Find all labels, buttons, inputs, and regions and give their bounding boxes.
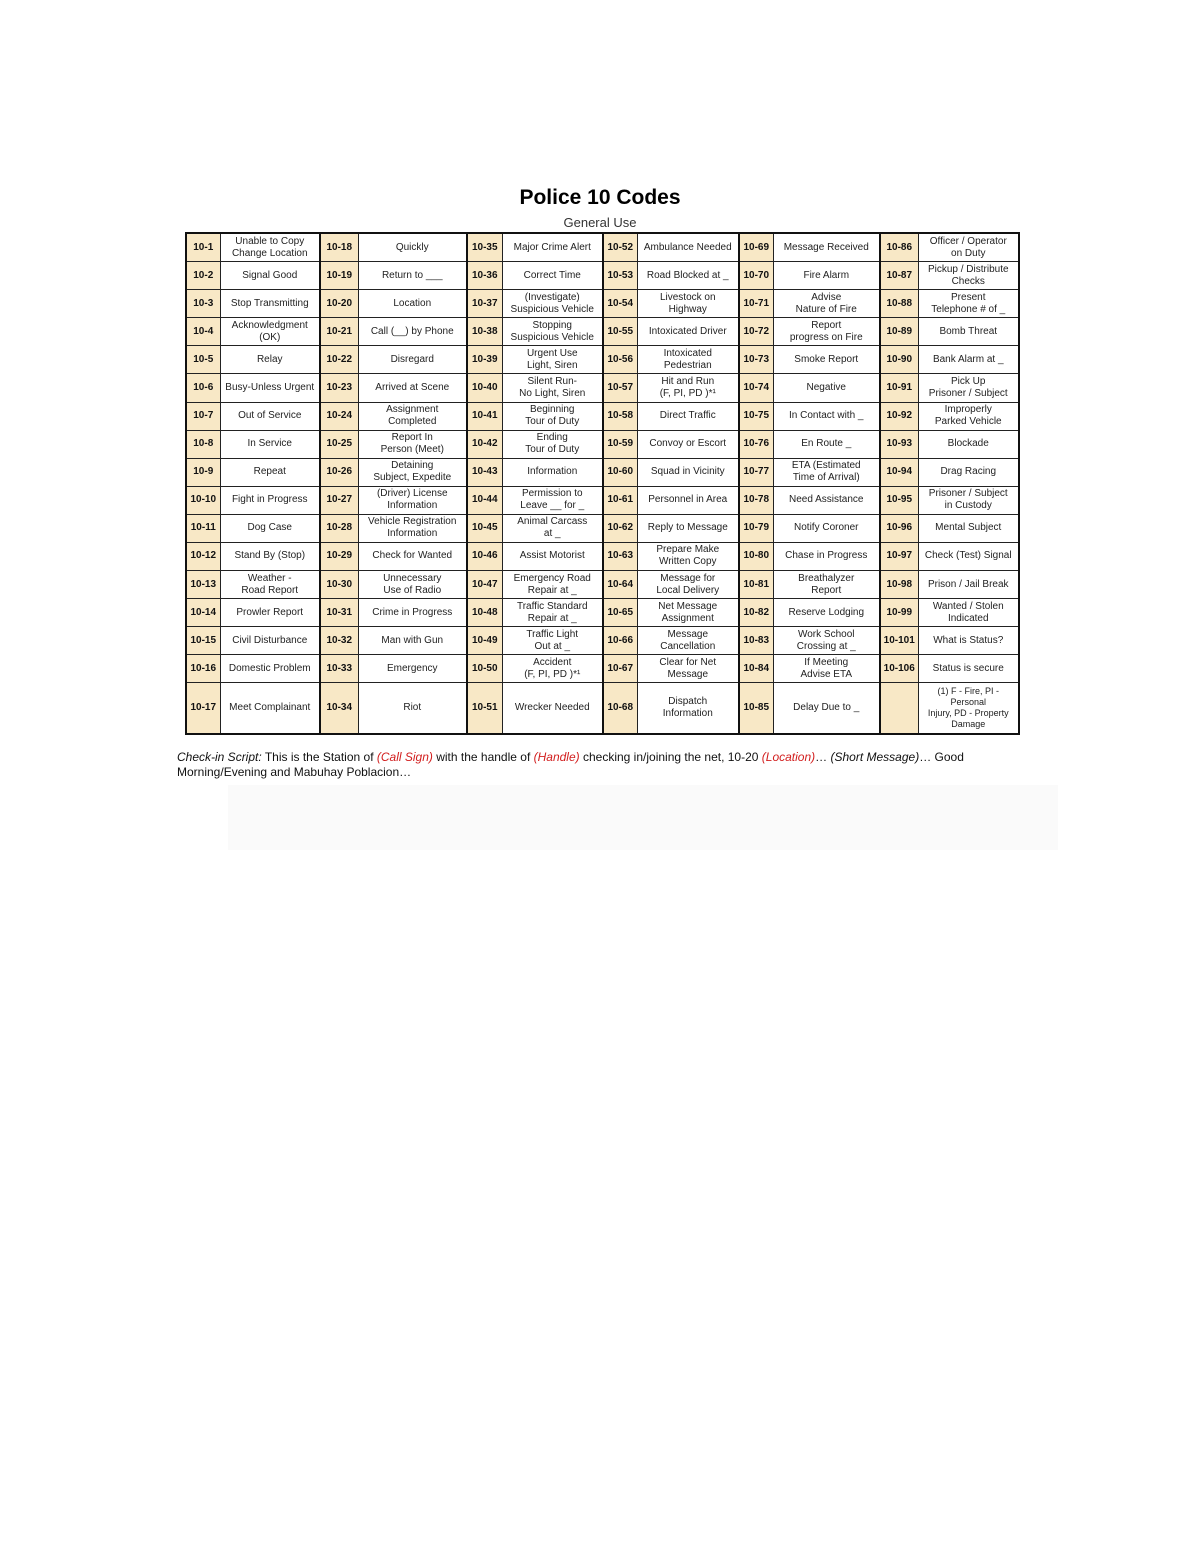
description-cell: Status is secure (918, 655, 1019, 683)
code-cell: 10-80 (739, 542, 773, 570)
code-cell: 10-90 (880, 346, 918, 374)
code-cell: 10-92 (880, 402, 918, 430)
description-cell: Report In Person (Meet) (358, 430, 467, 458)
description-cell: Return to ___ (358, 262, 467, 290)
description-cell: Permission to Leave __ for _ (502, 486, 603, 514)
call-sign-placeholder: (Call Sign) (376, 750, 433, 764)
description-cell: (Investigate) Suspicious Vehicle (502, 290, 603, 318)
code-cell: 10-85 (739, 683, 773, 734)
code-cell: 10-67 (603, 655, 637, 683)
code-cell: 10-13 (186, 571, 220, 599)
description-cell: Accident (F, PI, PD )*¹ (502, 655, 603, 683)
codes-table-body (186, 233, 1019, 734)
description-cell: Meet Complainant (220, 683, 320, 734)
description-cell: In Service (220, 430, 320, 458)
description-cell: Assignment Completed (358, 402, 467, 430)
description-cell: Unable to Copy Change Location (220, 233, 320, 262)
table-row (186, 683, 1019, 734)
description-cell: What is Status? (918, 627, 1019, 655)
code-cell: 10-48 (467, 599, 502, 627)
code-cell: 10-50 (467, 655, 502, 683)
code-cell: 10-97 (880, 542, 918, 570)
description-cell: Message Cancellation (637, 627, 739, 655)
description-cell: Intoxicated Pedestrian (637, 346, 739, 374)
description-cell: Message for Local Delivery (637, 571, 739, 599)
code-cell: 10-76 (739, 430, 773, 458)
code-cell: 10-91 (880, 374, 918, 402)
description-cell: Fight in Progress (220, 486, 320, 514)
code-cell: 10-83 (739, 627, 773, 655)
description-cell: Ambulance Needed (637, 233, 739, 262)
description-cell: Hit and Run (F, PI, PD )*¹ (637, 374, 739, 402)
description-cell: Location (358, 290, 467, 318)
description-cell: Repeat (220, 458, 320, 486)
description-cell: Reserve Lodging (773, 599, 880, 627)
code-cell: 10-55 (603, 318, 637, 346)
handle-placeholder: (Handle) (533, 750, 580, 764)
description-cell: Silent Run- No Light, Siren (502, 374, 603, 402)
description-cell: Dog Case (220, 514, 320, 542)
code-cell: 10-8 (186, 430, 220, 458)
code-cell: 10-66 (603, 627, 637, 655)
location-placeholder: (Location) (761, 750, 816, 764)
description-cell: Prowler Report (220, 599, 320, 627)
code-cell: 10-31 (320, 599, 358, 627)
code-cell: 10-73 (739, 346, 773, 374)
code-cell: 10-30 (320, 571, 358, 599)
description-cell: Squad in Vicinity (637, 458, 739, 486)
table-row (186, 514, 1019, 542)
description-cell: Fire Alarm (773, 262, 880, 290)
code-cell: 10-26 (320, 458, 358, 486)
table-row (186, 430, 1019, 458)
code-cell: 10-25 (320, 430, 358, 458)
description-cell: Convoy or Escort (637, 430, 739, 458)
code-cell: 10-9 (186, 458, 220, 486)
table-row (186, 655, 1019, 683)
code-cell: 10-63 (603, 542, 637, 570)
code-cell: 10-78 (739, 486, 773, 514)
description-cell: Urgent Use Light, Siren (502, 346, 603, 374)
description-cell: Unnecessary Use of Radio (358, 571, 467, 599)
page-title: Police 10 Codes (519, 186, 681, 209)
table-row (186, 486, 1019, 514)
code-cell: 10-35 (467, 233, 502, 262)
code-cell: 10-62 (603, 514, 637, 542)
table-row (186, 374, 1019, 402)
faint-background-strip (228, 785, 1058, 850)
code-cell: 10-36 (467, 262, 502, 290)
description-cell: Prepare Make Written Copy (637, 542, 739, 570)
description-cell: Quickly (358, 233, 467, 262)
code-cell: 10-70 (739, 262, 773, 290)
code-cell: 10-96 (880, 514, 918, 542)
check-in-script (177, 750, 1027, 780)
table-row (186, 571, 1019, 599)
code-cell: 10-17 (186, 683, 220, 734)
code-cell: 10-23 (320, 374, 358, 402)
code-cell: 10-41 (467, 402, 502, 430)
code-cell: 10-12 (186, 542, 220, 570)
description-cell: Advise Nature of Fire (773, 290, 880, 318)
table-row (186, 346, 1019, 374)
description-cell: Smoke Report (773, 346, 880, 374)
description-cell: Major Crime Alert (502, 233, 603, 262)
description-cell: Crime in Progress (358, 599, 467, 627)
code-cell: 10-99 (880, 599, 918, 627)
code-cell: 10-47 (467, 571, 502, 599)
code-cell: 10-10 (186, 486, 220, 514)
code-cell: 10-54 (603, 290, 637, 318)
description-cell: Bomb Threat (918, 318, 1019, 346)
code-cell: 10-89 (880, 318, 918, 346)
code-cell: 10-57 (603, 374, 637, 402)
code-cell: 10-58 (603, 402, 637, 430)
description-cell: Direct Traffic (637, 402, 739, 430)
code-cell: 10-22 (320, 346, 358, 374)
code-cell: 10-43 (467, 458, 502, 486)
code-cell: 10-72 (739, 318, 773, 346)
code-cell: 10-77 (739, 458, 773, 486)
code-cell: 10-21 (320, 318, 358, 346)
description-cell: Out of Service (220, 402, 320, 430)
code-cell: 10-52 (603, 233, 637, 262)
description-cell: Vehicle Registration Information (358, 514, 467, 542)
code-cell: 10-32 (320, 627, 358, 655)
code-cell: 10-79 (739, 514, 773, 542)
description-cell: Relay (220, 346, 320, 374)
description-cell: Drag Racing (918, 458, 1019, 486)
description-cell: Acknowledgment (OK) (220, 318, 320, 346)
description-cell: If Meeting Advise ETA (773, 655, 880, 683)
code-cell: 10-61 (603, 486, 637, 514)
code-cell: 10-7 (186, 402, 220, 430)
description-cell: Work School Crossing at _ (773, 627, 880, 655)
description-cell: Weather - Road Report (220, 571, 320, 599)
description-cell: Personnel in Area (637, 486, 739, 514)
description-cell: Prisoner / Subject in Custody (918, 486, 1019, 514)
table-row (186, 542, 1019, 570)
description-cell: Man with Gun (358, 627, 467, 655)
description-cell: Check (Test) Signal (918, 542, 1019, 570)
description-cell: Beginning Tour of Duty (502, 402, 603, 430)
code-cell: 10-15 (186, 627, 220, 655)
description-cell: Road Blocked at _ (637, 262, 739, 290)
code-cell: 10-74 (739, 374, 773, 402)
description-cell: Prison / Jail Break (918, 571, 1019, 599)
script-label: Check-in Script: (177, 750, 262, 764)
description-cell: Breathalyzer Report (773, 571, 880, 599)
description-cell: Traffic Standard Repair at _ (502, 599, 603, 627)
table-row (186, 318, 1019, 346)
code-cell: 10-88 (880, 290, 918, 318)
description-cell: Traffic Light Out at _ (502, 627, 603, 655)
code-cell: 10-18 (320, 233, 358, 262)
description-cell: Stand By (Stop) (220, 542, 320, 570)
description-cell: Disregard (358, 346, 467, 374)
description-cell: Negative (773, 374, 880, 402)
description-cell: Pickup / Distribute Checks (918, 262, 1019, 290)
code-cell: 10-60 (603, 458, 637, 486)
description-cell: Civil Disturbance (220, 627, 320, 655)
description-cell: Pick Up Prisoner / Subject (918, 374, 1019, 402)
code-cell: 10-34 (320, 683, 358, 734)
code-cell: 10-53 (603, 262, 637, 290)
code-cell: 10-20 (320, 290, 358, 318)
short-message-placeholder: (Short Message) (830, 750, 920, 764)
description-cell: Arrived at Scene (358, 374, 467, 402)
description-cell: Message Received (773, 233, 880, 262)
code-cell: 10-11 (186, 514, 220, 542)
description-cell: Information (502, 458, 603, 486)
description-cell: In Contact with _ (773, 402, 880, 430)
code-cell: 10-6 (186, 374, 220, 402)
code-cell: 10-81 (739, 571, 773, 599)
codes-table (185, 232, 1020, 735)
table-row (186, 599, 1019, 627)
description-cell: Need Assistance (773, 486, 880, 514)
description-cell: Net Message Assignment (637, 599, 739, 627)
description-cell: Emergency (358, 655, 467, 683)
description-cell: Call (__) by Phone (358, 318, 467, 346)
code-cell: 10-56 (603, 346, 637, 374)
description-cell: Report progress on Fire (773, 318, 880, 346)
description-cell: Ending Tour of Duty (502, 430, 603, 458)
code-cell: 10-39 (467, 346, 502, 374)
code-cell: 10-44 (467, 486, 502, 514)
code-cell: 10-40 (467, 374, 502, 402)
description-cell: Busy-Unless Urgent (220, 374, 320, 402)
description-cell: Signal Good (220, 262, 320, 290)
code-cell: 10-98 (880, 571, 918, 599)
code-cell: 10-65 (603, 599, 637, 627)
code-cell (880, 683, 918, 734)
description-cell: Wanted / Stolen Indicated (918, 599, 1019, 627)
table-row (186, 627, 1019, 655)
code-cell: 10-75 (739, 402, 773, 430)
description-cell: Stop Transmitting (220, 290, 320, 318)
description-cell: ETA (Estimated Time of Arrival) (773, 458, 880, 486)
code-cell: 10-4 (186, 318, 220, 346)
table-row (186, 290, 1019, 318)
description-cell: Correct Time (502, 262, 603, 290)
description-cell: Detaining Subject, Expedite (358, 458, 467, 486)
code-cell: 10-93 (880, 430, 918, 458)
script-text-4: … (815, 750, 831, 764)
description-cell: Emergency Road Repair at _ (502, 571, 603, 599)
code-cell: 10-27 (320, 486, 358, 514)
code-cell: 10-5 (186, 346, 220, 374)
script-text-5: … Good Morning/Evening and Mabuhay Poblacion… (177, 750, 964, 779)
code-cell: 10-42 (467, 430, 502, 458)
description-cell: Mental Subject (918, 514, 1019, 542)
code-cell: 10-71 (739, 290, 773, 318)
code-cell: 10-2 (186, 262, 220, 290)
code-cell: 10-68 (603, 683, 637, 734)
code-cell: 10-14 (186, 599, 220, 627)
description-cell: Dispatch Information (637, 683, 739, 734)
code-cell: 10-69 (739, 233, 773, 262)
description-cell: Wrecker Needed (502, 683, 603, 734)
script-text-1: This is the Station of (261, 750, 377, 764)
page-subtitle: General Use (563, 215, 637, 230)
code-cell: 10-46 (467, 542, 502, 570)
code-cell: 10-45 (467, 514, 502, 542)
script-text-2: with the handle of (432, 750, 534, 764)
code-cell: 10-82 (739, 599, 773, 627)
description-cell: Chase in Progress (773, 542, 880, 570)
table-row (186, 402, 1019, 430)
description-cell: Delay Due to _ (773, 683, 880, 734)
description-cell: Stopping Suspicious Vehicle (502, 318, 603, 346)
code-cell: 10-94 (880, 458, 918, 486)
script-text-3: checking in/joining the net, 10-20 (579, 750, 762, 764)
code-cell: 10-24 (320, 402, 358, 430)
table-row (186, 233, 1019, 262)
code-cell: 10-101 (880, 627, 918, 655)
table-row (186, 262, 1019, 290)
code-cell: 10-86 (880, 233, 918, 262)
code-cell: 10-49 (467, 627, 502, 655)
description-cell: Present Telephone # of _ (918, 290, 1019, 318)
code-cell: 10-29 (320, 542, 358, 570)
code-cell: 10-64 (603, 571, 637, 599)
code-cell: 10-3 (186, 290, 220, 318)
description-cell: Animal Carcass at _ (502, 514, 603, 542)
code-cell: 10-28 (320, 514, 358, 542)
description-cell: Blockade (918, 430, 1019, 458)
description-cell: (Driver) License Information (358, 486, 467, 514)
description-cell: Bank Alarm at _ (918, 346, 1019, 374)
code-cell: 10-37 (467, 290, 502, 318)
description-cell: En Route _ (773, 430, 880, 458)
description-cell: Assist Motorist (502, 542, 603, 570)
description-cell: Intoxicated Driver (637, 318, 739, 346)
description-cell: Riot (358, 683, 467, 734)
code-cell: 10-87 (880, 262, 918, 290)
code-cell: 10-95 (880, 486, 918, 514)
code-cell: 10-38 (467, 318, 502, 346)
footnote-cell: (1) F - Fire, PI - Personal Injury, PD - Property Damage (918, 683, 1019, 734)
code-cell: 10-106 (880, 655, 918, 683)
code-cell: 10-33 (320, 655, 358, 683)
description-cell: Check for Wanted (358, 542, 467, 570)
description-cell: Reply to Message (637, 514, 739, 542)
description-cell: Livestock on Highway (637, 290, 739, 318)
code-cell: 10-59 (603, 430, 637, 458)
description-cell: Officer / Operator on Duty (918, 233, 1019, 262)
description-cell: Clear for Net Message (637, 655, 739, 683)
code-cell: 10-16 (186, 655, 220, 683)
table-row (186, 458, 1019, 486)
code-cell: 10-19 (320, 262, 358, 290)
description-cell: Improperly Parked Vehicle (918, 402, 1019, 430)
description-cell: Domestic Problem (220, 655, 320, 683)
code-cell: 10-51 (467, 683, 502, 734)
code-cell: 10-1 (186, 233, 220, 262)
code-cell: 10-84 (739, 655, 773, 683)
description-cell: Notify Coroner (773, 514, 880, 542)
